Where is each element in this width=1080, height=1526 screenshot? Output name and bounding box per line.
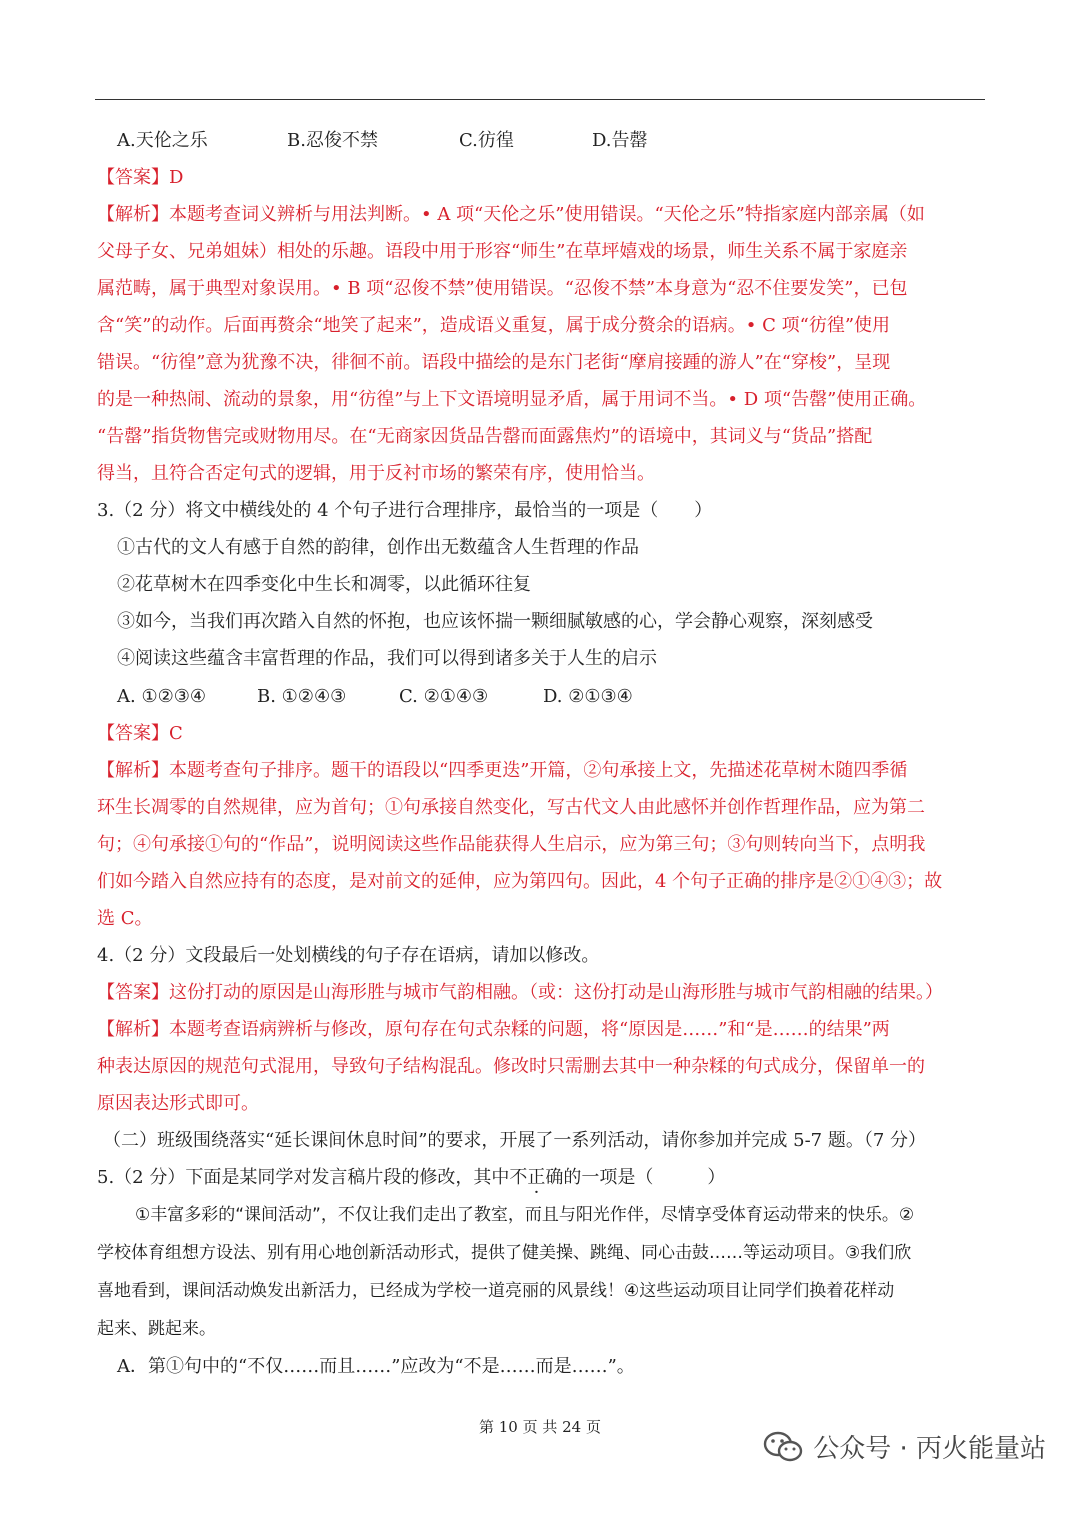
q3-sentence: ②花草树木在四季变化中生长和凋零，以此循环往复 xyxy=(117,574,531,595)
q3-sentence: ③如今，当我们再次踏入自然的怀抱，也应该怀揣一颗细腻敏感的心，学会静心观察，深刻感受 xyxy=(117,611,873,632)
section-2-heading: （二）班级围绕落实“延长课间休息时间”的要求，开展了一系列活动，请你参加并完成 5-7 题。（7 分） xyxy=(103,1130,927,1151)
q5-passage-line: 学校体育组想方设法、别有用心地创新活动形式，提供了健美操、跳绳、同心击鼓……等运动项目。③我们欣 xyxy=(97,1243,912,1263)
q3-option-b: B. ①②④③ xyxy=(257,686,347,707)
q2-analysis-line: 错误。“彷徨”意为犹豫不决，徘徊不前。语段中描绘的是东门老街“摩肩接踵的游人”在“穿梭”，呈现 xyxy=(97,352,891,373)
q2-analysis-line: 的是一种热闹、流动的景象，用“彷徨”与上下文语境明显矛盾，属于用词不当。• D 项“告罄”使用正确。 xyxy=(97,389,927,410)
q2-analysis-line: 父母子女、兄弟姐妹）相处的乐趣。语段中用于形容“师生”在草坪嬉戏的场景，师生关系不属于家庭亲 xyxy=(97,241,908,262)
q2-answer: 【答案】D xyxy=(97,167,184,188)
page-footer: 第 10 页 共 24 页 xyxy=(478,1418,601,1436)
q2-option-a: A.天伦之乐 xyxy=(117,130,208,151)
q3-option-d: D. ②①③④ xyxy=(543,686,633,707)
q5-passage-line: 喜地看到，课间活动焕发出新活力，已经成为学校一道亮丽的风景线！④这些运动项目让同学们换着花样动 xyxy=(97,1281,895,1301)
q5-passage-line: ①丰富多彩的“课间活动”，不仅让我们走出了教室，而且与阳光作伴，尽情享受体育运动带来的快乐。② xyxy=(135,1205,915,1225)
header-rule xyxy=(95,99,985,100)
q5-stem-pre: 5.（2 分）下面是某同学对发言稿片段的修改，其中 xyxy=(97,1167,510,1188)
wechat-icon xyxy=(763,1430,803,1464)
q2-option-c: C.彷徨 xyxy=(459,130,514,151)
q3-answer: 【答案】C xyxy=(97,723,183,744)
q4-analysis-line: 【解析】本题考查语病辨析与修改，原句存在句式杂糅的问题，将“原因是……”和“是……的结果”两 xyxy=(97,1019,890,1040)
q2-analysis-line: 属范畴，属于典型对象误用。• B 项“忍俊不禁”使用错误。“忍俊不禁”本身意为“忍不住要发笑”，已包 xyxy=(97,278,908,299)
q5-stem xyxy=(97,1166,987,1190)
q3-analysis-line: 选 C。 xyxy=(97,908,153,929)
q3-analysis-line: 句；④句承接①句的“作品”，说明阅读这些作品能获得人生启示，应为第三句；③句则转向当下，点明我 xyxy=(97,834,926,855)
q3-analysis-line: 环生长凋零的自然规律，应为首句；①句承接自然变化，写古代文人由此感怀并创作哲理作品，应为第二 xyxy=(97,797,925,818)
q5-passage-line: 起来、跳起来。 xyxy=(97,1319,216,1339)
q2-analysis-line: “告罄”指货物售完或财物用尽。在“无商家因货品告罄而面露焦灼”的语境中，其词义与“货品”搭配 xyxy=(97,426,873,447)
q4-stem: 4.（2 分）文段最后一处划横线的句子存在语病，请加以修改。 xyxy=(97,945,600,966)
q3-option-c: C. ②①④③ xyxy=(399,686,489,707)
q4-answer: 【答案】这份打动的原因是山海形胜与城市气韵相融。（或：这份打动是山海形胜与城市气韵相融的结果。） xyxy=(97,982,943,1003)
q5-option-a: A．第①句中的“不仅……而且……”应改为“不是……而是……”。 xyxy=(117,1356,635,1377)
watermark xyxy=(763,1428,1046,1465)
q3-analysis-line: 【解析】本题考查句子排序。题干的语段以“四季更迭”开篇，②句承接上文，先描述花草树木随四季循 xyxy=(97,760,908,781)
watermark-text: 公众号 · 丙火能量站 xyxy=(813,1434,1046,1464)
q4-analysis-line: 原因表达形式即可。 xyxy=(97,1093,259,1114)
q2-analysis-line: 含“笑”的动作。后面再赘余“地笑了起来”，造成语义重复，属于成分赘余的语病。• C 项“彷徨”使用 xyxy=(97,315,891,336)
q4-analysis-line: 种表达原因的规范句式混用，导致句子结构混乱。修改时只需删去其中一种杂糅的句式成分，保留单一的 xyxy=(97,1056,925,1077)
q2-analysis-line: 【解析】本题考查词义辨析与用法判断。• A 项“天伦之乐”使用错误。“天伦之乐”特指家庭内部亲属（如 xyxy=(97,204,925,225)
q3-sentence: ④阅读这些蕴含丰富哲理的作品，我们可以得到诸多关于人生的启示 xyxy=(117,648,657,669)
q2-analysis-line: 得当，且符合否定句式的逻辑，用于反衬市场的繁荣有序，使用恰当。 xyxy=(97,463,655,484)
q5-stem-post: 的一项是（ ） xyxy=(563,1167,726,1188)
q2-option-d: D.告罄 xyxy=(592,130,648,151)
q3-option-a: A. ①②③④ xyxy=(117,686,206,707)
q3-analysis-line: 们如今踏入自然应持有的态度，是对前文的延伸，应为第四句。因此，4 个句子正确的排序是②①④③；故 xyxy=(97,871,943,892)
q3-stem: 3.（2 分）将文中横线处的 4 个句子进行合理排序，最恰当的一项是（ ） xyxy=(97,500,713,521)
q3-sentence: ①古代的文人有感于自然的韵律，创作出无数蕴含人生哲理的作品 xyxy=(117,537,639,558)
q2-option-b: B.忍俊不禁 xyxy=(287,130,378,151)
q5-stem-emphasis: 不正确 xyxy=(509,1167,564,1188)
